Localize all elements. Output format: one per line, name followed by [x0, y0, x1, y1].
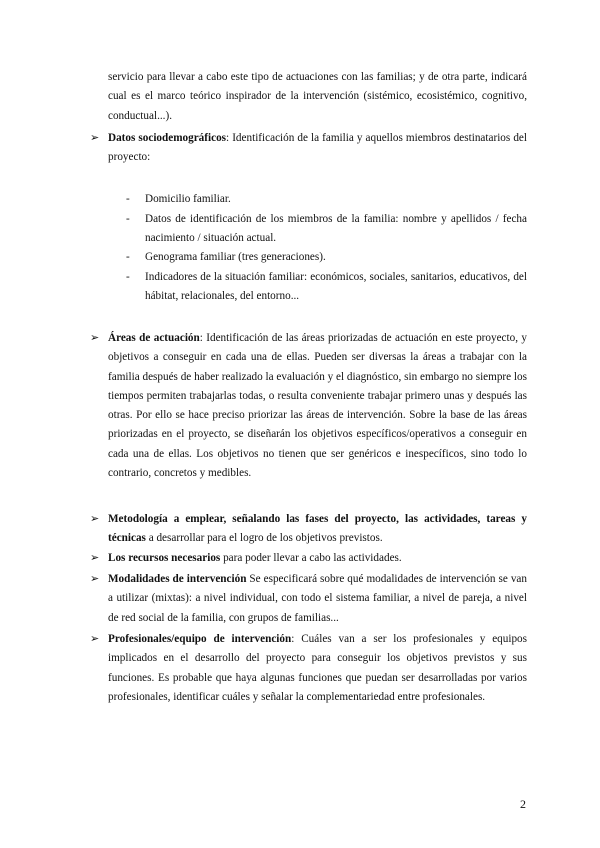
bullet-arrow: ➢	[90, 633, 100, 645]
section-methodology	[108, 510, 527, 549]
section-title: Profesionales/equipo de intervención	[108, 633, 292, 645]
section-sociodemographic	[108, 129, 527, 168]
list-item: Domicilio familiar.	[145, 193, 231, 205]
section-text: para poder llevar a cabo las actividades.	[220, 552, 402, 564]
bullet-arrow: ➢	[90, 552, 100, 564]
dash-marker: -	[126, 251, 130, 263]
bullet-arrow: ➢	[90, 132, 100, 144]
dash-marker: -	[126, 213, 130, 225]
section-title: Los recursos necesarios	[108, 552, 221, 564]
intro-paragraph: servicio para llevar a cabo este tipo de actuaciones con las familias; y de otra parte, indicará cual es el marco teórico inspirador de la intervención (sistémico, ecosistémico, cognitivo, conductual...).	[108, 71, 527, 122]
list-item: Indicadores de la situación familiar: económicos, sociales, sanitarios, educativos, del hábitat, relacionales, del entorno...	[145, 271, 527, 303]
dash-marker: -	[126, 193, 130, 205]
section-text: : Cuáles van a ser los profesionales y equipos implicados en el desarrollo del proyecto para conseguir los objetivos previstos y sus funciones. Es probable que haya algunas funciones que puedan ser desarrolladas por varios profesionales, identificar cuáles y señalar la complementariedad entre profesionales.	[108, 633, 528, 703]
section-text: : Identificación de las áreas priorizadas de actuación en este proyecto, y objetivos a conseguir en cada una de ellas. Pueden ser diversas la áreas a trabajar con la familia después de haber realizado la evaluación y el diagnóstico, sin embargo no siempre los tiempos permiten trabajarlas todas, o resulta conveniente trabajar primero unas y después las otras. Por ello se hace preciso priorizar las áreas de intervención. Sobre la base de las áreas priorizadas en el proyecto, se diseñarán los objetivos específicos/operativos a conseguir en cada una de ellas. Los objetivos no tienen que ser genéricos e inespecíficos, sino todo lo contrario, concretos y medibles.	[108, 332, 527, 480]
list-item: Datos de identificación de los miembros de la familia: nombre y apellidos / fecha nacimiento / situación actual.	[145, 213, 527, 245]
page-number: 2	[520, 797, 526, 811]
section-modalities	[108, 570, 527, 628]
section-title: Áreas de actuación	[108, 332, 200, 344]
section-areas	[108, 329, 527, 483]
section-title: Modalidades de intervención	[108, 573, 247, 585]
bullet-arrow: ➢	[90, 573, 100, 585]
section-text: : Identificación de la familia y aquellos miembros destinatarios del proyecto:	[108, 132, 527, 164]
section-text: a desarrollar para el logro de los objetivos previstos.	[145, 532, 383, 545]
section-title: Metodología a emplear, señalando las fases del proyecto, las actividades, tareas y técnicas	[108, 513, 527, 545]
section-professionals	[108, 630, 527, 707]
dash-marker: -	[126, 271, 130, 283]
section-text: Se especificará sobre qué modalidades de intervención se van a utilizar (mixtas): a nivel individual, con todo el sistema familiar, a nivel de pareja, a nivel de red social de la familia, con grupos de familias...	[108, 573, 527, 624]
section-resources	[108, 549, 527, 568]
list-item: Genograma familiar (tres generaciones).	[145, 251, 326, 263]
bullet-arrow: ➢	[90, 513, 100, 525]
bullet-arrow: ➢	[90, 332, 100, 344]
section-title: Datos sociodemográficos	[108, 132, 227, 144]
